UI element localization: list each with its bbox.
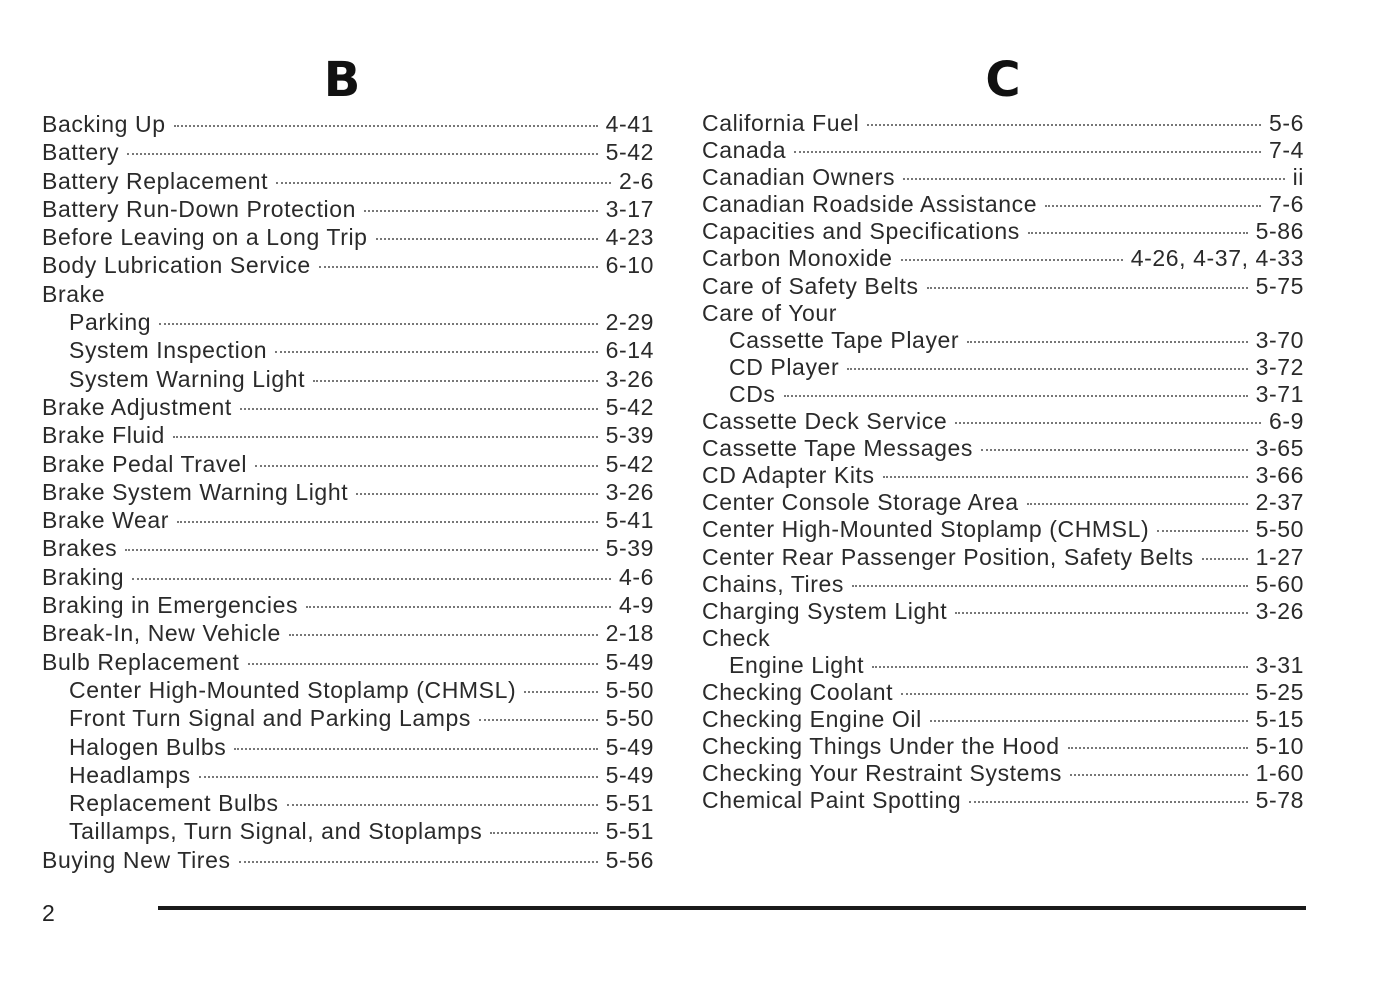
dot-leader [1202,558,1248,560]
dot-leader [524,691,597,693]
entry-page-ref: 4-6 [618,563,654,590]
entry-page-ref: 3-72 [1255,353,1304,380]
entry-page-ref: 5-15 [1255,706,1304,733]
entry-page-ref: 5-49 [605,733,654,760]
entry-label: Chains, Tires [702,570,845,597]
entry-label: Parking [69,309,152,336]
entry-page-ref: 5-25 [1255,678,1304,705]
dot-leader [1070,774,1248,776]
entry-label: Body Lubrication Service [42,252,311,279]
dot-leader [234,748,597,750]
index-entry [702,544,1304,571]
entry-label: Capacities and Specifications [702,218,1020,245]
entry-page-ref: 5-60 [1255,570,1304,597]
entry-label: Center Console Storage Area [702,489,1019,516]
entry-page-ref: 2-18 [605,620,654,647]
dot-leader [127,153,597,155]
entry-page-ref: 7-6 [1268,191,1304,218]
dot-leader [969,801,1247,803]
index-entry [42,110,654,138]
entry-page-ref: 3-71 [1255,380,1304,407]
dot-leader [784,395,1248,397]
dot-leader [173,436,598,438]
entry-page-ref: 3-26 [605,365,654,392]
index-entry [702,571,1304,598]
entry-label: Replacement Bulbs [69,790,279,817]
dot-leader [872,666,1247,668]
entry-page-ref: 5-41 [605,507,654,534]
dot-leader [199,776,598,778]
dot-leader [903,178,1284,180]
entry-page-ref: 5-51 [605,790,654,817]
index-entry [702,164,1304,191]
dot-leader [319,266,598,268]
entry-label: Braking [42,563,125,590]
entry-label: Brake Adjustment [42,393,232,420]
entry-label: Brake Pedal Travel [42,450,248,477]
entry-label: California Fuel [702,110,860,136]
index-subentry [42,733,654,761]
index-entry [42,450,654,478]
dot-leader [867,124,1261,126]
entry-label: Center High-Mounted Stoplamp (CHMSL) [702,516,1150,543]
index-subentry [42,704,654,732]
entry-page-ref: 5-42 [605,139,654,166]
entry-label: Buying New Tires [42,846,231,873]
entry-page-ref: 6-10 [605,252,654,279]
index-subentry [702,327,1304,354]
entry-label: Before Leaving on a Long Trip [42,224,368,251]
index-entry [702,462,1304,489]
index-subentry [42,817,654,845]
entry-page-ref: 2-6 [618,167,654,194]
entry-label: Taillamps, Turn Signal, and Stoplamps [69,818,483,845]
entry-page-ref: ii [1292,164,1304,191]
index-subentry [42,676,654,704]
index-entry [702,110,1304,137]
entry-page-ref: 3-31 [1255,651,1304,678]
entry-page-ref: 1-60 [1255,760,1304,787]
index-entry [42,138,654,166]
index-entry [42,506,654,534]
index-entry [702,625,1304,652]
entry-label: Cassette Deck Service [702,408,948,435]
index-subentry [42,789,654,817]
dot-leader [794,151,1261,153]
dot-leader [967,341,1247,343]
section-letter-c: C [985,52,1021,108]
entry-page-ref: 5-56 [605,846,654,873]
index-entry [702,516,1304,543]
index-subentry [702,652,1304,679]
dot-leader [955,612,1247,614]
index-entry [42,619,654,647]
dot-leader [1157,530,1247,532]
index-entry [42,648,654,676]
entry-label: CD Adapter Kits [702,462,875,489]
entry-label: Chemical Paint Spotting [702,787,962,814]
entry-label: Brakes [42,535,118,562]
entry-page-ref: 5-39 [605,535,654,562]
entry-page-ref: 2-29 [605,309,654,336]
dot-leader [852,585,1248,587]
entry-label: Center Rear Passenger Position, Safety Belts [702,543,1194,570]
dot-leader [930,720,1248,722]
index-entry [702,706,1304,733]
index-entry [702,787,1304,814]
dot-leader [275,351,597,353]
dot-leader [255,465,597,467]
index-entry [702,435,1304,462]
section-letter-b: B [323,52,361,108]
dot-leader [1045,205,1261,207]
index-entry [42,563,654,591]
entry-page-ref: 5-39 [605,422,654,449]
entry-label: Halogen Bulbs [69,733,227,760]
index-entries-b [42,110,654,874]
dot-leader [847,368,1247,370]
entry-page-ref: 4-23 [605,224,654,251]
dot-leader [1027,503,1248,505]
index-entry [42,251,654,279]
dot-leader [125,549,597,551]
entry-label: Headlamps [69,761,191,788]
entry-label: Engine Light [729,651,865,678]
dot-leader [364,210,598,212]
dot-leader [1068,747,1248,749]
entry-label: Center High-Mounted Stoplamp (CHMSL) [69,676,517,703]
index-entry [42,195,654,223]
entry-label: Battery Run-Down Protection [42,195,357,222]
index-subentry [42,308,654,336]
entry-label: Checking Things Under the Hood [702,733,1060,760]
entry-label: System Inspection [69,337,268,364]
entry-label: CDs [729,380,776,407]
dot-leader [276,182,611,184]
entry-label: Canadian Roadside Assistance [702,191,1038,218]
footer-rule [158,906,1306,910]
dot-leader [289,634,598,636]
entry-label: Checking Your Restraint Systems [702,760,1062,787]
index-subentry [42,761,654,789]
entry-label: Front Turn Signal and Parking Lamps [69,705,471,732]
dot-leader [376,238,598,240]
entry-page-ref: 3-66 [1255,462,1304,489]
entry-page-ref: 4-41 [605,111,654,137]
entry-page-ref: 7-4 [1268,137,1304,164]
dot-leader [132,578,611,580]
entry-label: Battery [42,139,120,166]
dot-leader [883,476,1248,478]
entry-page-ref: 5-42 [605,450,654,477]
entry-page-ref: 5-86 [1255,218,1304,245]
dot-leader [1028,232,1248,234]
entry-label: Cassette Tape Messages [702,435,974,462]
entry-label: Carbon Monoxide [702,245,893,272]
index-entry [42,591,654,619]
entry-page-ref: 3-26 [1255,597,1304,624]
index-entry [42,280,654,308]
entry-page-ref: 3-26 [605,478,654,505]
index-entry [702,408,1304,435]
index-entry [702,300,1304,327]
index-entry [42,167,654,195]
dot-leader [479,719,598,721]
entry-page-ref: 5-51 [605,818,654,845]
entry-label: Check [702,624,771,651]
index-entry [702,137,1304,164]
entry-label: Brake Wear [42,507,170,534]
entry-label: CD Player [729,353,840,380]
entry-page-ref: 6-9 [1268,408,1304,435]
index-subentry [42,336,654,364]
entry-label: Brake System Warning Light [42,478,349,505]
entry-page-ref: 5-49 [605,648,654,675]
entry-label: Checking Engine Oil [702,706,922,733]
entry-page-ref: 5-42 [605,393,654,420]
dot-leader [159,323,597,325]
dot-leader [901,259,1123,261]
entry-page-ref: 4-9 [618,592,654,619]
index-entry [702,191,1304,218]
entry-page-ref: 5-6 [1268,110,1304,136]
entry-label: Braking in Emergencies [42,592,299,619]
page-number: 2 [42,900,55,926]
entry-page-ref: 5-75 [1255,272,1304,299]
index-entry [702,273,1304,300]
dot-leader [490,832,597,834]
dot-leader [306,606,611,608]
dot-leader [177,521,598,523]
entry-page-ref: 5-10 [1255,733,1304,760]
entry-page-ref: 5-50 [1255,516,1304,543]
index-entries-c [702,110,1304,814]
index-entry [702,598,1304,625]
entry-page-ref: 5-50 [605,676,654,703]
entry-label: Charging System Light [702,597,948,624]
index-entry [42,846,654,874]
entry-page-ref: 3-17 [605,195,654,222]
index-subentry [42,365,654,393]
entry-page-ref: 2-37 [1255,489,1304,516]
entry-label: Break-In, New Vehicle [42,620,281,647]
entry-label: Bulb Replacement [42,648,240,675]
dot-leader [248,663,598,665]
dot-leader [174,125,598,127]
index-entry [702,760,1304,787]
dot-leader [313,380,597,382]
entry-page-ref: 6-14 [605,337,654,364]
dot-leader [955,422,1261,424]
entry-page-ref: 5-78 [1255,787,1304,814]
entry-label: Backing Up [42,111,166,137]
index-entry [702,733,1304,760]
entry-label: Care of Your [702,299,838,326]
entry-page-ref: 4-26, 4-37, 4-33 [1130,245,1304,272]
entry-label: Canada [702,137,787,164]
index-entry [702,679,1304,706]
entry-page-ref: 1-27 [1255,543,1304,570]
dot-leader [239,861,598,863]
entry-label: Canadian Owners [702,164,896,191]
dot-leader [356,493,597,495]
index-entry [702,245,1304,272]
index-entry [702,489,1304,516]
entry-page-ref: 5-50 [605,705,654,732]
entry-label: Care of Safety Belts [702,272,919,299]
index-subentry [702,354,1304,381]
entry-page-ref: 3-70 [1255,326,1304,353]
dot-leader [287,804,598,806]
entry-page-ref: 5-49 [605,761,654,788]
entry-label: Brake Fluid [42,422,165,449]
entry-page-ref: 3-65 [1255,435,1304,462]
index-subentry [702,381,1304,408]
index-entry [42,421,654,449]
dot-leader [901,693,1247,695]
index-entry [42,478,654,506]
entry-label: System Warning Light [69,365,306,392]
dot-leader [981,449,1248,451]
entry-label: Cassette Tape Player [729,326,960,353]
entry-label: Battery Replacement [42,167,269,194]
dot-leader [927,287,1248,289]
index-entry [42,393,654,421]
entry-label: Checking Coolant [702,678,894,705]
dot-leader [240,408,598,410]
index-entry [42,534,654,562]
index-entry [702,218,1304,245]
index-entry [42,223,654,251]
entry-label: Brake [42,280,106,307]
